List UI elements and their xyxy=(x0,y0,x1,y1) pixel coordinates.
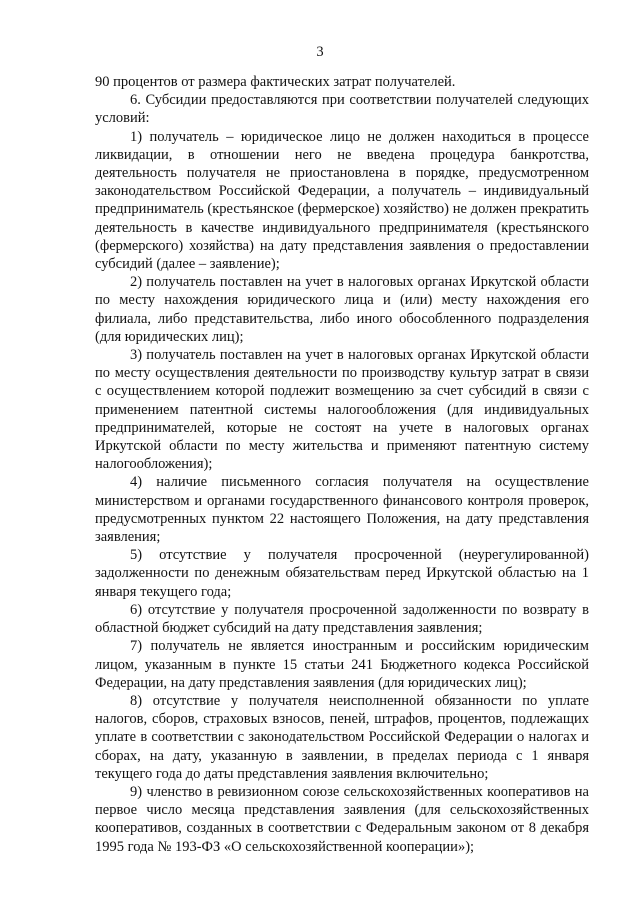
document-text xyxy=(95,73,589,856)
paragraph-condition-6: 6) отсутствие у получателя просроченной задолженности по возврату в областной бюджет субсидий на дату представления заявления; xyxy=(95,601,589,637)
paragraph-condition-1: 1) получатель – юридическое лицо не должен находиться в процессе ликвидации, в отношении него не введена процедура банкротства, деятельность получателя не приостановлена в порядке, предусмотренном законодательством Российской Федерации, а получатель – индивидуальный предприниматель (крестьянское (фермерское) хозяйство) не должен прекратить деятельность в качестве индивидуального предпринимателя (крестьянского (фермерского) хозяйства) на дату представления заявления о предоставлении субсидий (далее – заявление); xyxy=(95,128,589,273)
paragraph-condition-3: 3) получатель поставлен на учет в налоговых органах Иркутской области по месту осуществления деятельности по производству культур затрат в связи с осуществлением которой подлежит возмещению за счет субсидий в связи с применением патентной системы налогообложения (для индивидуальных предпринимателей, которые не состоят на учете в налоговых органах Иркутской области по месту жительства и применяют патентную систему налогообложения); xyxy=(95,347,589,473)
page-number: 3 xyxy=(316,44,324,60)
paragraph-condition-2: 2) получатель поставлен на учет в налоговых органах Иркутской области по месту нахождения юридического лица и (или) месту нахождения его филиала, либо представительства, либо иного обособленного подразделения (для юридических лиц); xyxy=(95,274,589,345)
paragraph-item-6: 6. Субсидии предоставляются при соответствии получателей следующих условий: xyxy=(95,92,589,127)
paragraph-condition-9: 9) членство в ревизионном союзе сельскохозяйственных кооперативов на первое число месяца представления заявления (для сельскохозяйственных кооперативов, созданных в соответствии с Федеральным законом от 8 декабря 1995 года № 193-ФЗ «О сельскохозяйственной кооперации»); xyxy=(95,783,589,855)
paragraph-continuation: 90 процентов от размера фактических затрат получателей. xyxy=(95,74,456,90)
paragraph-condition-4: 4) наличие письменного согласия получателя на осуществление министерством и органами государственного финансового контроля проверок, предусмотренных пунктом 22 настоящего Положения, на дату представления заявления; xyxy=(95,474,589,546)
paragraph-condition-5: 5) отсутствие у получателя просроченной (неурегулированной) задолженности по денежным обязательствам перед Иркутской областью на 1 января текущего года; xyxy=(95,547,589,600)
paragraph-condition-8: 8) отсутствие у получателя неисполненной обязанности по уплате налогов, сборов, страховых взносов, пеней, штрафов, процентов, подлежащих уплате в соответствии с законодательством Российской Федерации о налогах и сборах, на дату, указанную в заявлении, в пределах периода с 1 января текущего года до даты представления заявления включительно; xyxy=(95,692,589,782)
paragraph-condition-7: 7) получатель не является иностранным и российским юридическим лицом, указанным в пункте 15 статьи 241 Бюджетного кодекса Российской Федерации, на дату представления заявления (для юридических лиц); xyxy=(95,638,589,691)
